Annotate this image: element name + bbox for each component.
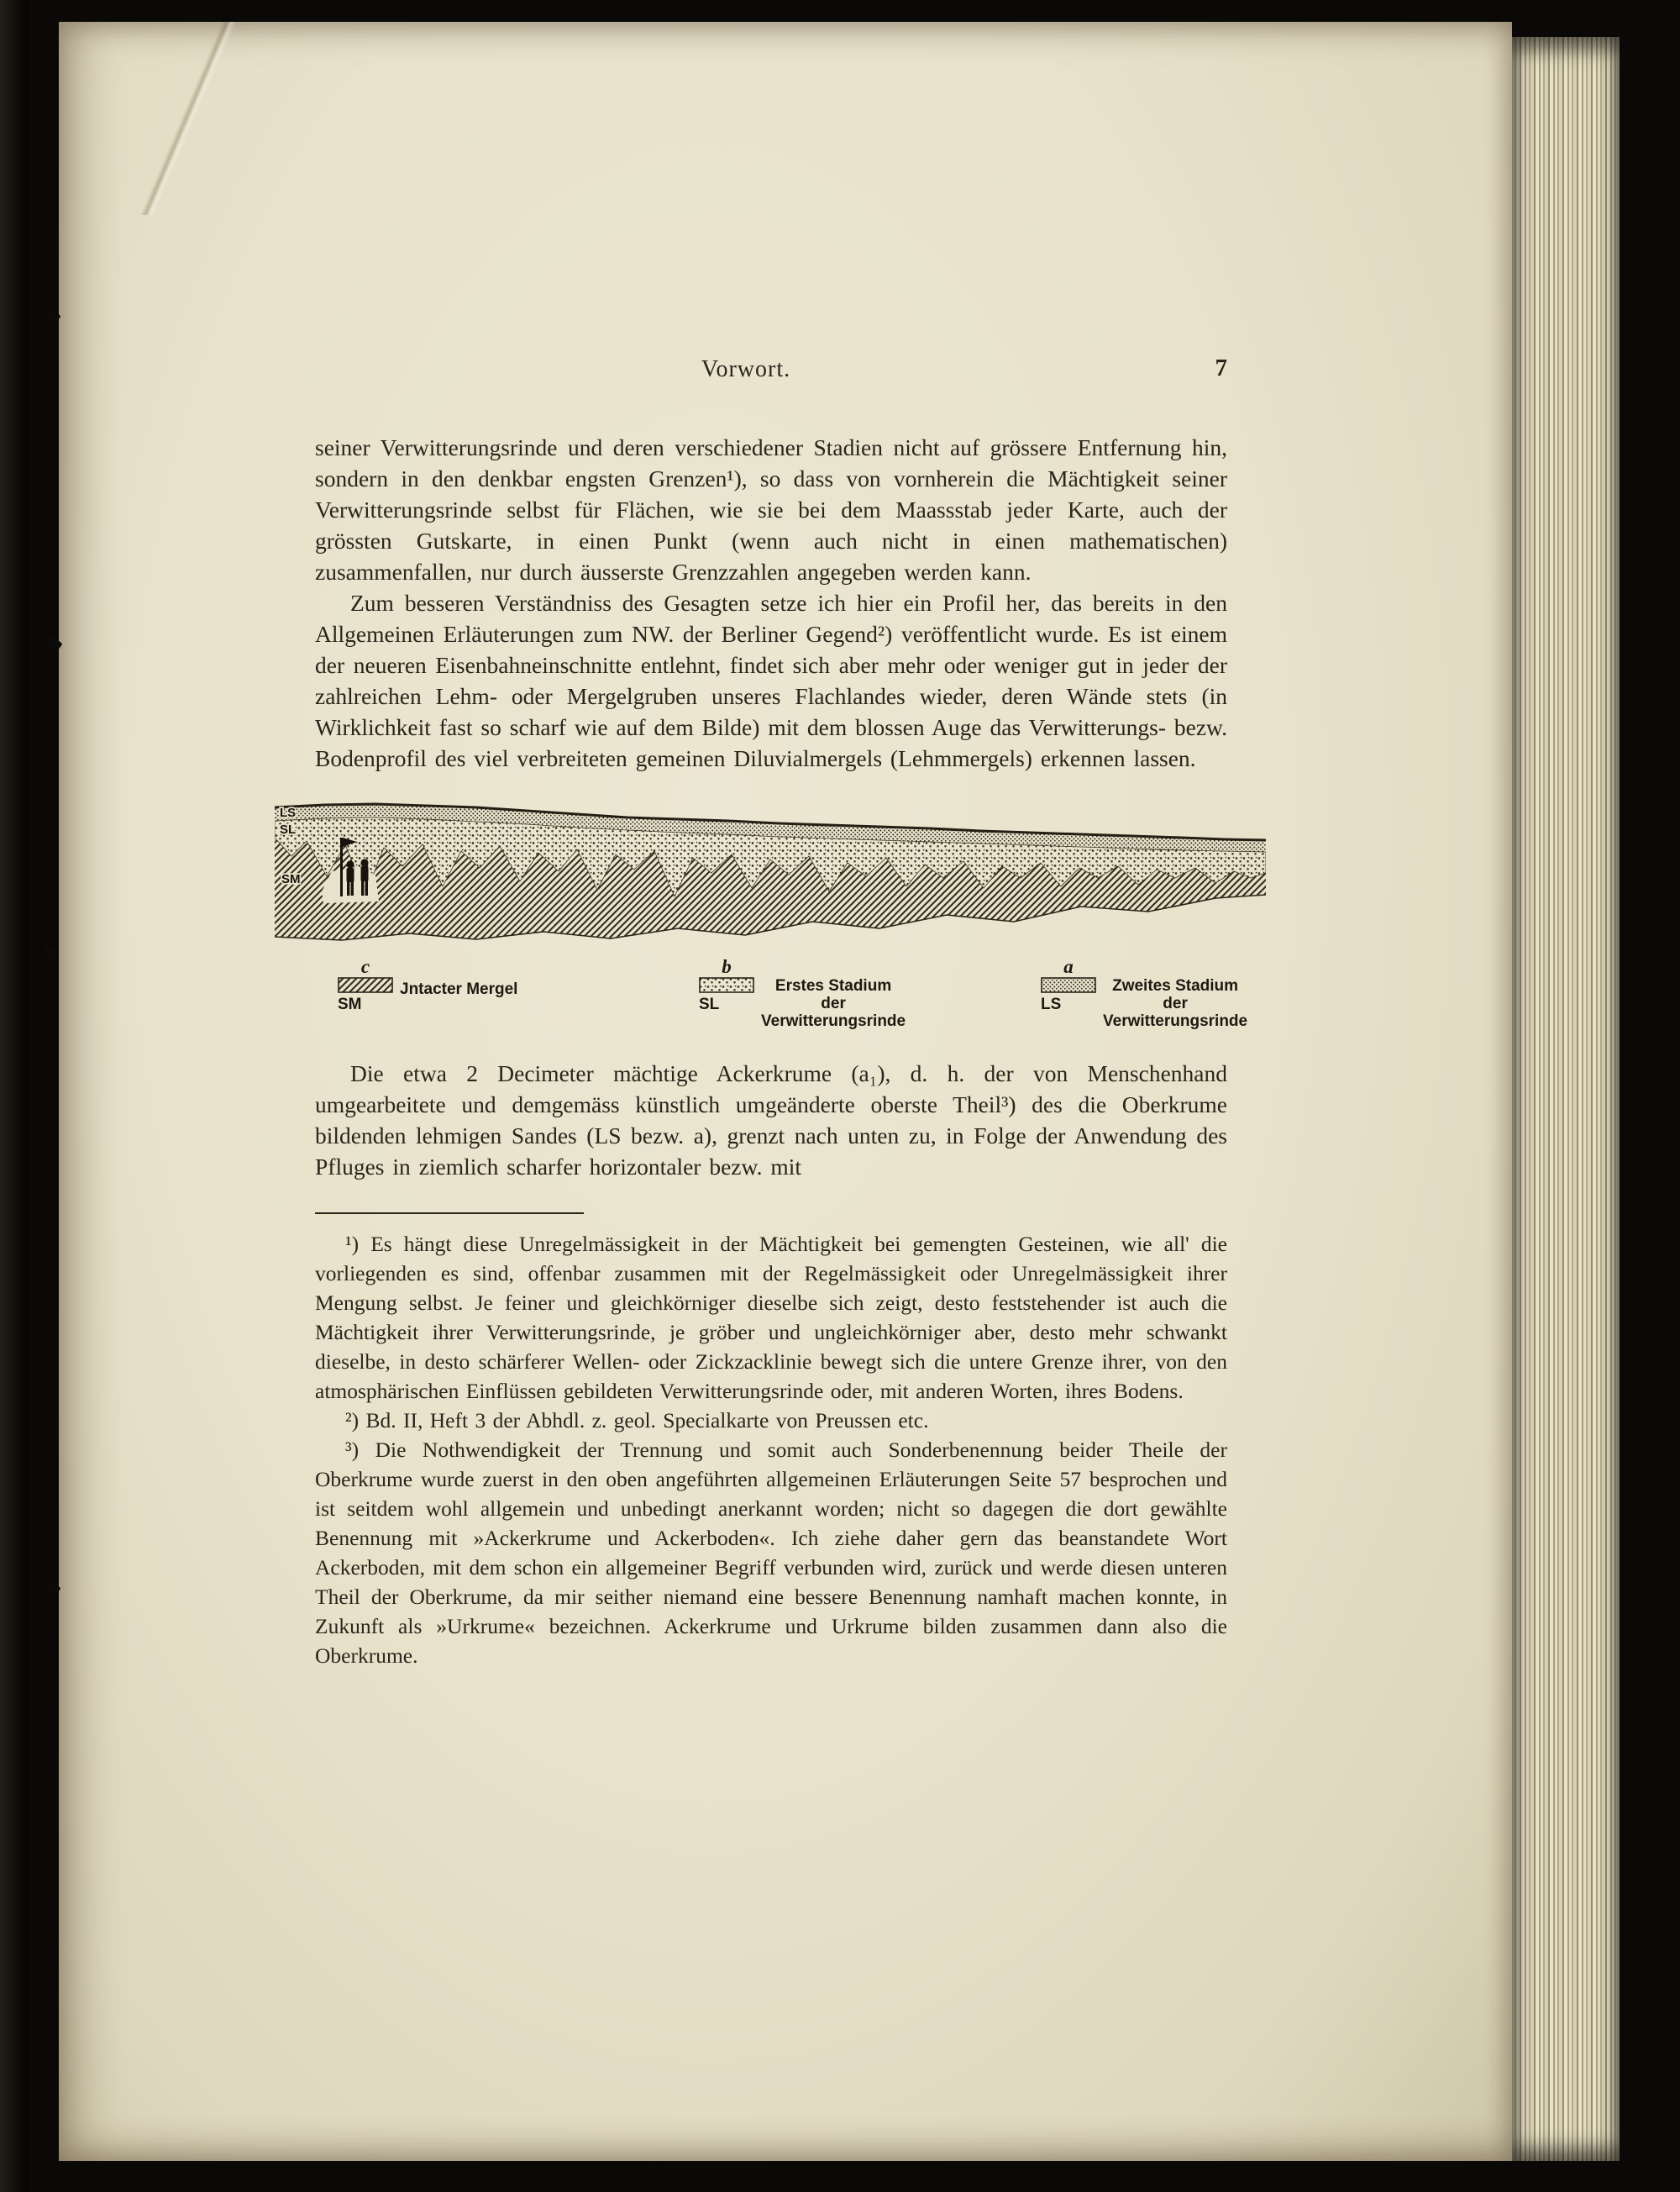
legend-label-line: Erstes Stadium xyxy=(774,977,892,995)
binding-stitch xyxy=(42,944,59,960)
legend-label-line: Verwitterungsrinde xyxy=(1103,1012,1248,1030)
page-content xyxy=(280,355,1248,1670)
footnote: ¹) Es hängt diese Unregelmässigkeit in der Mächtigkeit bei gemengten Gesteinen, wie all' die vorliegenden es sind, offenbar zusammen mit der Regelmässigkeit oder Unregelmässigkeit ihrer Mengung selbst. Je feiner und gleichkörniger dieselbe sich zeigt, desto feststehender ist auch die Mächtigkeit ihrer Verwitterungsrinde, je gröber und ungleichkörniger aber, desto mehr schwankt dieselbe, in desto schärferer Wellen- oder Zickzacklinie bewegt sich die untere Grenze ihrer, von den atmosphärischen Einflüssen gebildeten Verwitterungsrinde oder, mit anderen Worten, ihres Bodens. xyxy=(315,1232,1227,1403)
legend-code: LS xyxy=(1041,996,1062,1013)
body-paragraph: seiner Verwitterungsrinde und deren verschiedener Stadien nicht auf grössere Entfernung hin, sondern in den denkbar engsten Grenzen¹), so dass von vornherein die Mächtigkeit seiner Verwitterungsrinde selbst für Flächen, wie sie bei dem Maassstab jeder Karte, auch der grössten Gutskarte, in einen Punkt (wenn auch nicht in einen mathematischen) zusammenfallen, nur durch äusserste Grenzzahlen angegeben werden kann. xyxy=(315,434,1227,585)
legend-label xyxy=(1103,977,1247,1030)
legend-label-line: der xyxy=(1163,995,1188,1012)
footnote: ²) Bd. II, Heft 3 der Abhdl. z. geol. Specialkarte von Preussen etc. xyxy=(345,1408,929,1432)
legend-label-line: Jntacter Mergel xyxy=(400,980,518,998)
book-page xyxy=(59,22,1512,2161)
legend-entry xyxy=(1041,957,1247,1030)
legend-swatch-stipple-dense-icon xyxy=(699,977,754,993)
figure-legend xyxy=(275,957,1266,1033)
legend-code: SL xyxy=(699,996,720,1013)
footnote: ³) Die Nothwendigkeit der Trennung und somit auch Sonderbenennung beider Theile der Oberkrume wurde zuerst in den oben angeführten allgemeinen Erläuterungen Seite 57 besprochen und ist seitdem wohl allgemein und unbedingt anerkannt worden; nicht so dagegen die dort gewählte Benennung mit »Ackerkrume und Ackerboden«. Ich ziehe daher gern das beanstandete Wort Ackerboden, mit dem schon ein allgemeiner Begriff verbunden wird, zurück und werde diesen unteren Theil der Oberkrume, da mir seither niemand eine bessere Benennung namhaft machen konnte, in Zukunft als »Urkrume« bezeichnen. Ackerkrume und Urkrume bilden zusammen dann also die Oberkrume. xyxy=(315,1438,1227,1668)
legend-swatch-hatch-icon xyxy=(338,977,393,993)
legend-letter: a xyxy=(1063,956,1074,977)
legend-label-line: Zweites Stadium xyxy=(1112,977,1239,995)
legend-label-line: Verwitterungsrinde xyxy=(761,1012,906,1030)
legend-entry xyxy=(338,957,517,1014)
page-number: 7 xyxy=(1215,355,1227,381)
legend-label-line: der xyxy=(821,995,846,1012)
profile-layer-label: SM xyxy=(281,872,301,886)
legend-code: SM xyxy=(338,996,362,1013)
profile-layer-label: SL xyxy=(280,823,297,837)
geological-profile-figure xyxy=(275,796,1266,1033)
footnote-rule xyxy=(315,1212,584,1214)
page-stack-edge xyxy=(1512,37,1620,2161)
legend-letter: b xyxy=(722,956,732,977)
legend-label xyxy=(400,980,517,998)
running-head xyxy=(315,356,1227,390)
profile-layer-label: LS xyxy=(280,806,297,820)
body-paragraph: Die etwa 2 Decimeter mächtige Ackerkrume (a₁), d. h. der von Menschenhand umgearbeitete und demgemäss künstlich umgeänderte oberste Theil³) des die Oberkrume bildenden lehmigen Sandes (LS bezw. a), grenzt nach unten zu, in Folge der Anwendung des Pfluges in ziemlich scharfer horizontaler bezw. mit xyxy=(315,1060,1227,1180)
book-cover-edge xyxy=(0,0,29,2192)
legend-swatch-stipple-light-icon xyxy=(1041,977,1096,993)
legend-label xyxy=(761,977,906,1030)
footnotes-section xyxy=(315,1229,1227,1670)
body-paragraph: Zum besseren Verständniss des Gesagten setze ich hier ein Profil her, das bereits in den Allgemeinen Erläuterungen zum NW. der Berliner Gegend²) veröffentlicht wurde. Es ist einem der neueren Eisenbahneinschnitte entlehnt, findet sich aber mehr oder weniger gut in jeder der zahlreichen Lehm- oder Mergelgruben unseres Flachlandes wieder, deren Wände stets (in Wirklichkeit fast so scharf wie auf dem Bilde) mit dem blossen Auge das Verwitterungs- bezw. Bodenprofil des viel verbreiteten gemeinen Diluvialmergels (Lehmmergels) erkennen lassen. xyxy=(315,590,1227,771)
page-crease xyxy=(124,22,250,215)
profile-drawing xyxy=(275,796,1266,943)
page-title: Vorwort. xyxy=(701,356,791,382)
legend-entry xyxy=(699,957,906,1030)
legend-letter: c xyxy=(360,956,370,977)
